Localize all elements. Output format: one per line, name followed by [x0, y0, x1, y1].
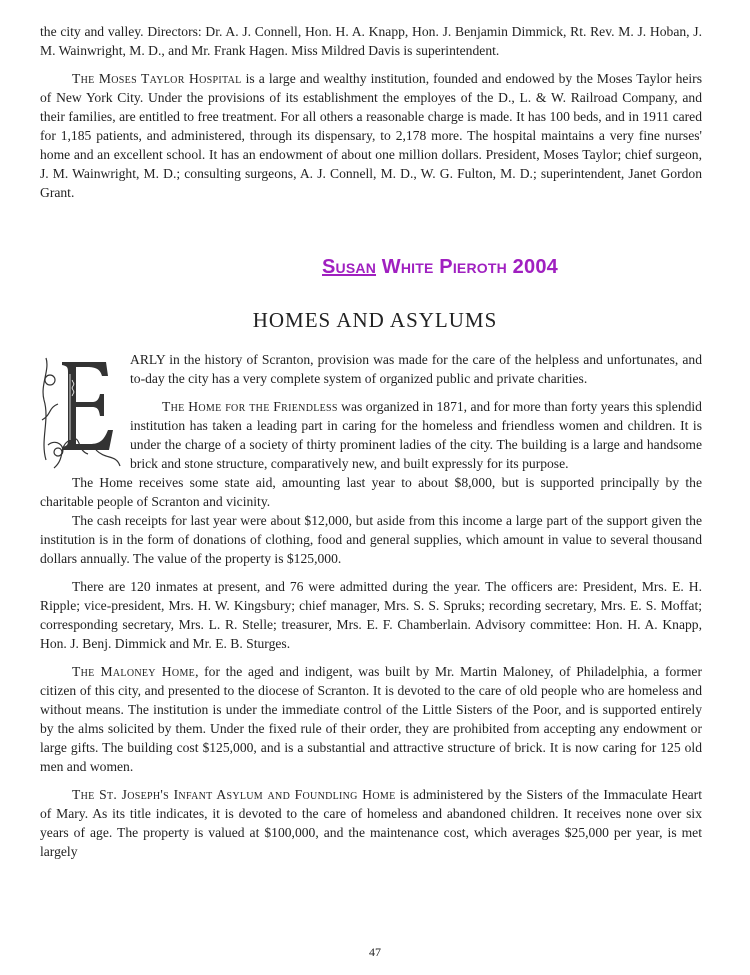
text-home-for-friendless: was organized in 1871, and for more than forty years this splendid institution has taken a leading part in caring for the homeless and friendless women and children. It is under the charge of a society of thirty prominent ladies of the city. The building is a large and handsome brick and stone structure, comparatively new, and built expressly for its purpose.	[130, 399, 702, 471]
text-maloney-home: , for the aged and indigent, was built by Mr. Martin Maloney, of Philadelphia, a former citizen of this city, and presented to the diocese of Scranton. It is devoted to the care of old people who are homeless and without means. The institution is under the immediate control of the Little Sisters of the Poor, and is supported entirely by the alms solicited by them. Under the fixed rule of their order, they are prohibited from accepting any endowment or large gifts. The building cost $125,000, and is a substantial and attractive structure of brick. It is now caring for 125 old men and women.	[40, 664, 702, 774]
page-number: 47	[369, 945, 381, 959]
watermark-rest: White Pieroth 2004	[376, 256, 558, 278]
paragraph-home-for-friendless	[40, 397, 702, 473]
watermark-first: Susan	[322, 256, 377, 278]
paragraph-st-josephs	[40, 785, 702, 861]
paragraph-early-history: ARLY in the history of Scranton, provision was made for the care of the helpless and unfortunates, and to-day the city has a very complete system of organized public and private charities.	[130, 352, 702, 386]
paragraph-officers: There are 120 inmates at present, and 76 were admitted during the year. The officers are: President, Mrs. E. H. Ripple; vice-president, Mrs. H. W. Kingsbury; chief manager, Mrs. S. S. Spruks; recording secretary, Mrs. E. S. Moffat; corresponding secretary, Mrs. L. R. Stelle; treasurer, Mrs. E. F. Chamberlain. Advisory committee: Hon. H. A. Knapp, Hon. J. Benj. Dimmick and Mr. E. B. Sturges.	[40, 579, 702, 651]
paragraph-moses-taylor-hospital	[40, 69, 702, 202]
paragraph-directors: the city and valley. Directors: Dr. A. J. Connell, Hon. H. A. Knapp, Hon. J. Benjamin Dimmick, Rt. Rev. M. J. Hoban, J. M. Wainwright, M. D., and Mr. Frank Hagen. Miss Mildred Davis is superintendent.	[40, 24, 702, 58]
text-moses-taylor-hospital: is a large and wealthy institution, founded and endowed by the Moses Taylor heirs of New York City. Under the provisions of its establishment the employes of the D., L. & W. Railroad Company, and their families, are entitled to free treatment. For all others a reasonable charge is made. It has 100 beds, and in 1911 cared for 1,185 patients, and administered, through its dispensary, to 2,178 more. The hospital maintains a very fine nurses' home and an excellent school. It has an endowment of about one million dollars. President, Moses Taylor; chief surgeon, J. M. Wainwright, M. D.; consulting surgeons, A. J. Connell, M. D., W. G. Fulton, M. D.; superintendent, Janet Gordon Grant.	[40, 71, 702, 200]
lead-maloney-home: The Maloney Home	[72, 664, 196, 679]
lead-moses-taylor-hospital: The Moses Taylor Hospital	[72, 71, 242, 86]
lead-st-josephs: The St. Joseph's Infant Asylum and Foundling Home	[72, 787, 396, 802]
ornamental-e-icon	[36, 350, 124, 472]
paragraph-maloney-home	[40, 662, 702, 776]
paragraph-cash-receipts: The cash receipts for last year were about $12,000, but aside from this income a large part of the support given the institution is in the form of donations of clothing, food and general supplies, which amount in value to several thousand dollars annually. The value of the property is $125,000.	[40, 513, 702, 566]
paragraph-state-aid: The Home receives some state aid, amounting last year to about $8,000, but is supported principally by the charitable people of Scranton and vicinity.	[40, 475, 702, 509]
page-top-text	[40, 22, 702, 202]
section-body	[40, 350, 702, 861]
watermark-signature	[322, 256, 558, 279]
lead-home-for-friendless: The Home for the Friendless	[162, 399, 338, 414]
section-heading: HOMES AND ASYLUMS	[252, 308, 498, 332]
text-st-josephs: is administered by the Sisters of the Immaculate Heart of Mary. As its title indicates, it is devoted to the care of homeless and abandoned children. It receives none over six years of age. The property is valued at $100,000, and the maintenance cost, which averages $25,000 per year, is met largely	[40, 787, 702, 859]
